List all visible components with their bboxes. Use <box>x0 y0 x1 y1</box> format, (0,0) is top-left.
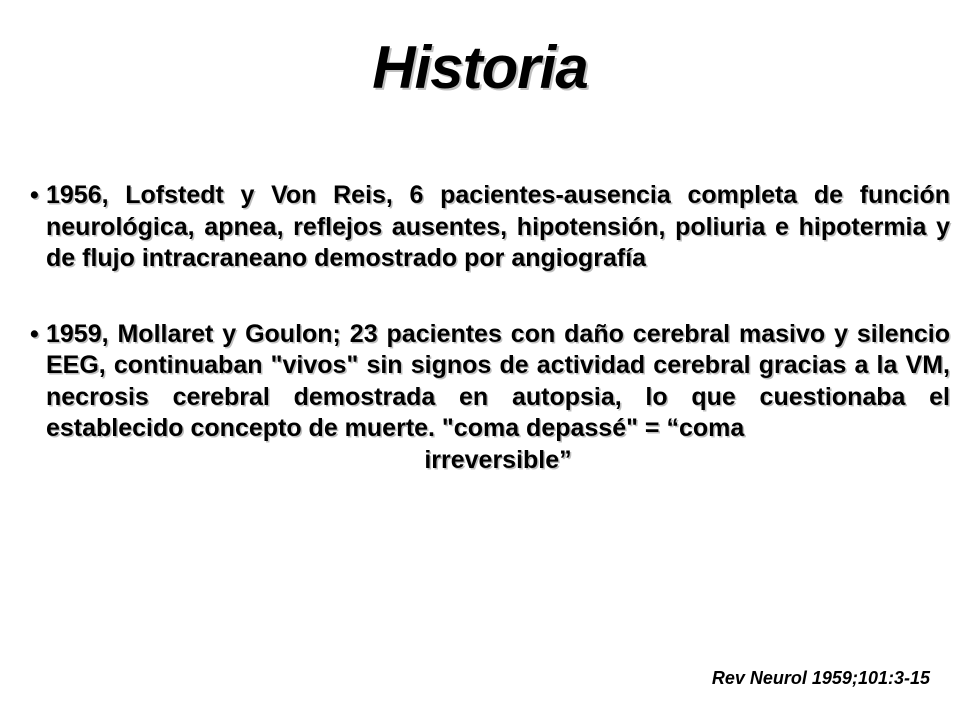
bullet-marker: • <box>30 181 39 209</box>
slide-title: Historia <box>372 34 588 101</box>
bullet-item <box>30 319 950 477</box>
bullet-text-tail: irreversible” <box>424 445 572 474</box>
bullet-item <box>30 180 950 275</box>
bullet-text: 1959, Mollaret y Goulon; 23 pacientes con daño cerebral masivo y silencio EEG, continuaban "vivos" sin signos de actividad cerebral gracias a la VM, necrosis cerebral demostrada en autopsia, lo que cuestionaba el establecido concepto de muerte. "coma depassé" = “coma <box>46 319 950 442</box>
bullet-marker: • <box>30 319 39 348</box>
bullet-list <box>30 180 950 476</box>
bullet-text: 1956, Lofstedt y Von Reis, 6 pacientes-ausencia completa de función neurológica, apnea, reflejos ausentes, hipotensión, poliuria e hipotermia y de flujo intracraneano demostrado por angiografía <box>46 181 950 272</box>
citation: Rev Neurol 1959;101:3-15 <box>711 668 930 688</box>
